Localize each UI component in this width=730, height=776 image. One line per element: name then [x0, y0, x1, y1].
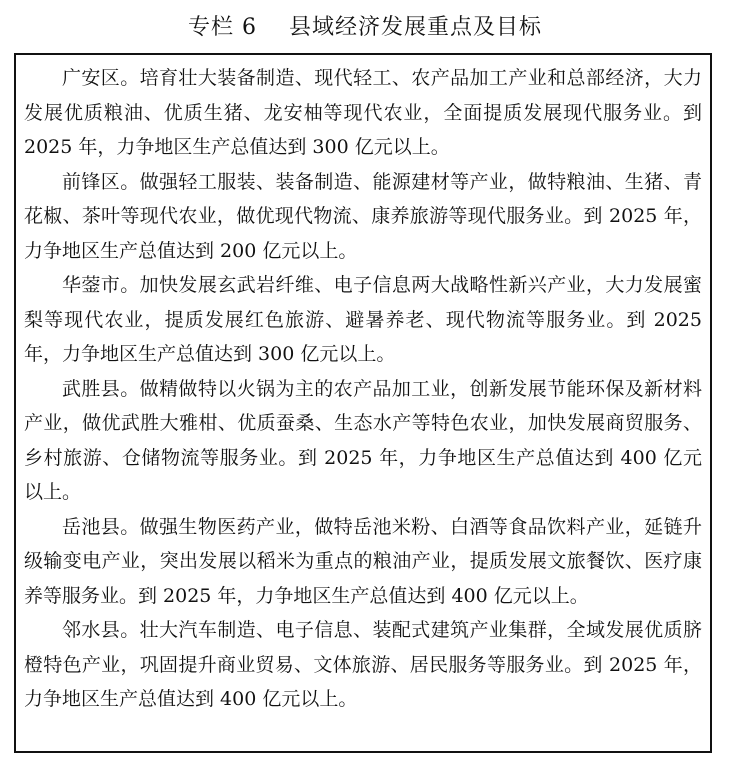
page-title: 专栏 6 县域经济发展重点及目标 — [188, 15, 542, 40]
paragraph-yue-chi: 岳池县。做强生物医药产业，做特岳池米粉、白酒等食品饮料产业，延链升级输变电产业，突出发展以稻米为重点的粮油产业，提质发展文旅餐饮、医疗康养等服务业。到 2025 年，力争地区生产总值达到 400 亿元以上。 — [24, 515, 702, 607]
paragraph-hua-ying: 华蓥市。加快发展玄武岩纤维、电子信息两大战略性新兴产业，大力发展蜜梨等现代农业，提质发展红色旅游、避暑养老、现代物流等服务业。到 2025 年，力争地区生产总值达到 300 亿元以上。 — [24, 274, 702, 365]
paragraph-qian-feng: 前锋区。做强轻工服装、装备制造、能源建材等产业，做特粮油、生猪、青花椒、茶叶等现代农业，做优现代物流、康养旅游等现代服务业。到 2025 年，力争地区生产总值达到 200 亿元以上。 — [24, 170, 702, 262]
paragraph-wu-sheng: 武胜县。做精做特以火锅为主的农产品加工业，创新发展节能环保及新材料产业，做优武胜大雅柑、优质蚕桑、生态水产等特色农业，加快发展商贸服务、乡村旅游、仓储物流等服务业。到 2025 年，力争地区生产总值达到 400 亿元以上。 — [24, 377, 702, 503]
paragraph-guang-an: 广安区。培育壮大装备制造、现代轻工、农产品加工产业和总部经济，大力发展优质粮油、优质生猪、龙安柚等现代农业，全面提质发展现代服务业。到 2025 年，力争地区生产总值达到 300 亿元以上。 — [24, 67, 702, 158]
paragraph-lin-shui: 邻水县。壮大汽车制造、电子信息、装配式建筑产业集群，全域发展优质脐橙特色产业，巩固提升商业贸易、文体旅游、居民服务等服务业。到 2025 年，力争地区生产总值达到 400 亿元以上。 — [24, 619, 702, 710]
content-box — [14, 53, 712, 753]
